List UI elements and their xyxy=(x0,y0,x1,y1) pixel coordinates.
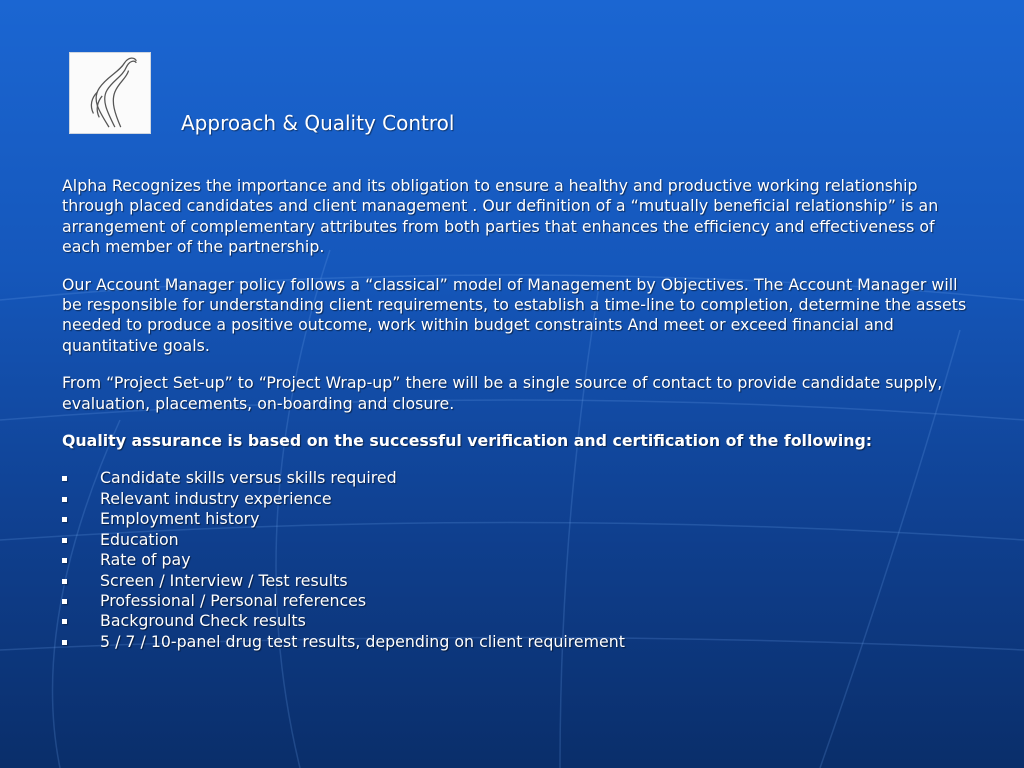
list-item: Rate of pay xyxy=(62,550,967,570)
slide-title: Approach & Quality Control xyxy=(181,111,455,135)
bullet-square-icon xyxy=(62,619,67,624)
quality-assurance-heading: Quality assurance is based on the successful verification and certification of the following: xyxy=(62,431,873,451)
bullet-square-icon xyxy=(62,579,67,584)
list-item: Background Check results xyxy=(62,611,967,631)
bullet-square-icon xyxy=(62,497,67,502)
bullet-square-icon xyxy=(62,476,67,481)
list-item: Education xyxy=(62,530,967,550)
slide-body xyxy=(62,176,967,652)
verification-list xyxy=(62,468,967,652)
list-item: Screen / Interview / Test results xyxy=(62,571,967,591)
company-logo xyxy=(69,52,151,134)
intro-paragraph: Alpha Recognizes the importance and its obligation to ensure a healthy and productive working relationship through placed candidates and client management . Our definition of a “mutually beneficial relationship” is an arrangement of complementary attributes from both parties that enhances the efficiency and effectiveness of each member of the partnership. xyxy=(62,176,939,257)
project-contact-paragraph: From “Project Set-up” to “Project Wrap-up” there will be a single source of contact to provide candidate supply, evaluation, placements, on-boarding and closure. xyxy=(62,373,943,413)
account-manager-paragraph: Our Account Manager policy follows a “classical” model of Management by Objectives. The Account Manager will be responsible for understanding client requirements, to establish a time-line to completion, determine the assets needed to produce a positive outcome, work within budget constraints And meet or exceed financial and quantitative goals. xyxy=(62,274,967,355)
list-item: Relevant industry experience xyxy=(62,489,967,509)
bullet-square-icon xyxy=(62,640,67,645)
bullet-square-icon xyxy=(62,517,67,522)
list-item: Candidate skills versus skills required xyxy=(62,468,967,488)
bullet-square-icon xyxy=(62,558,67,563)
bullet-square-icon xyxy=(62,599,67,604)
list-item: Professional / Personal references xyxy=(62,591,967,611)
list-item: 5 / 7 / 10-panel drug test results, depending on client requirement xyxy=(62,632,967,652)
stylized-figure-logo-icon xyxy=(70,53,150,133)
bullet-square-icon xyxy=(62,538,67,543)
list-item: Employment history xyxy=(62,509,967,529)
